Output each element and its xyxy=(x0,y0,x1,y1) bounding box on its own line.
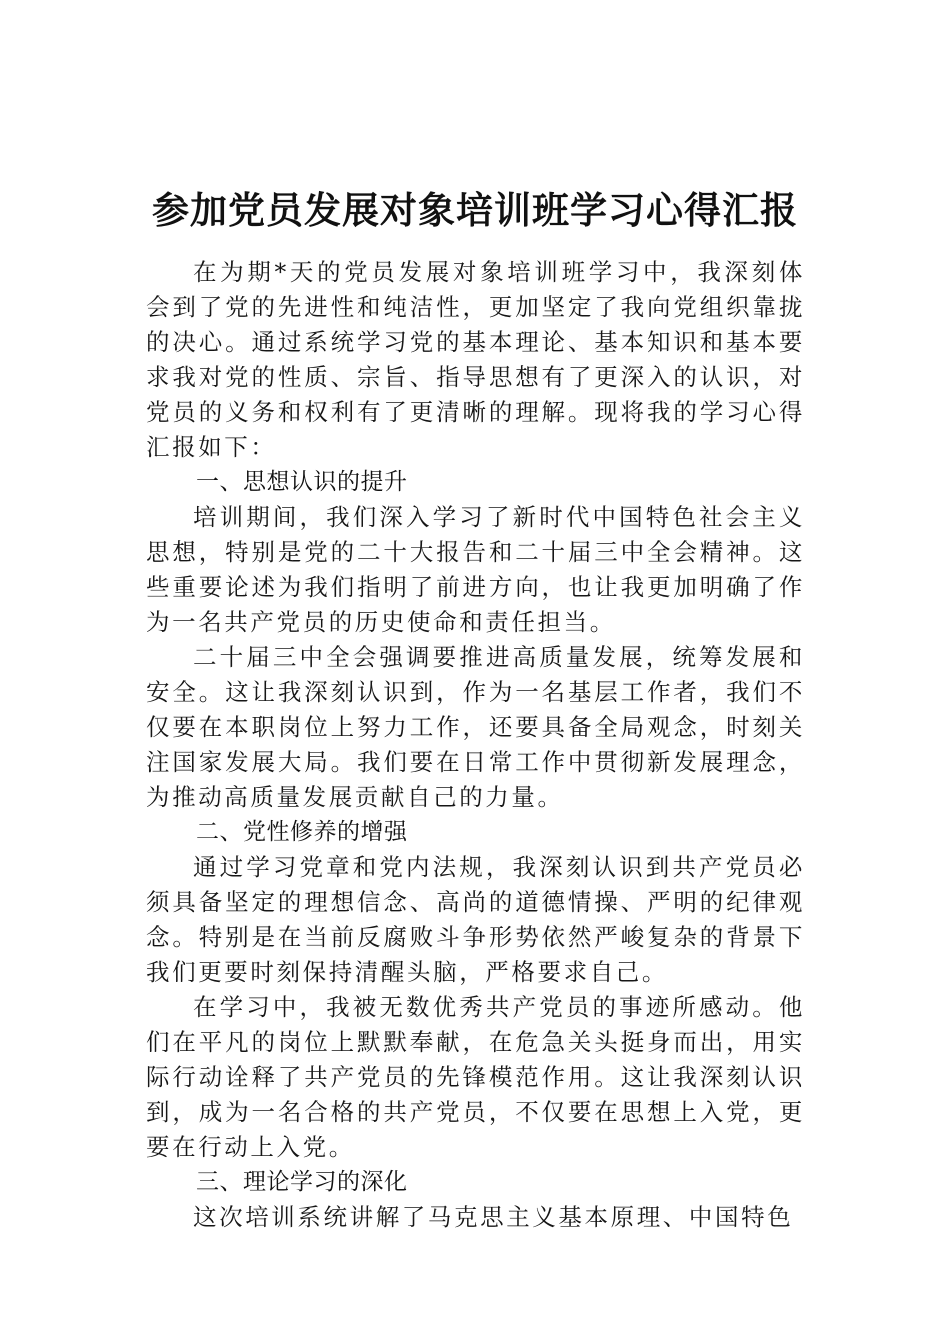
section-3-paragraph-1: 这次培训系统讲解了马克思主义基本原理、中国特色 xyxy=(193,1203,794,1231)
document-body xyxy=(146,255,805,1235)
section-2-paragraph-1: 通过学习党章和党内法规，我深刻认识到共产党员必须具备坚定的理想信念、高尚的道德情操、严明的纪律观念。特别是在当前反腐败斗争形势依然严峻复杂的背景下我们更要时刻保持清醒头脑，严格要求自己。 xyxy=(146,853,805,986)
document-title: 参加党员发展对象培训班学习心得汇报 xyxy=(152,187,798,232)
section-1-paragraph-2: 二十届三中全会强调要推进高质量发展，统筹发展和安全。这让我深刻认识到，作为一名基层工作者，我们不仅要在本职岗位上努力工作，还要具备全局观念，时刻关注国家发展大局。我们要在日常工作中贯彻新发展理念，为推动高质量发展贡献自己的力量。 xyxy=(146,643,805,811)
section-heading-3: 三、理论学习的深化 xyxy=(196,1169,408,1195)
section-1-paragraph-1: 培训期间，我们深入学习了新时代中国特色社会主义思想，特别是党的二十大报告和二十届三中全会精神。这些重要论述为我们指明了前进方向，也让我更加明确了作为一名共产党员的历史使命和责任担当。 xyxy=(146,503,805,636)
section-heading-2: 二、党性修养的增强 xyxy=(196,819,408,845)
intro-paragraph: 在为期*天的党员发展对象培训班学习中，我深刻体会到了党的先进性和纯洁性，更加坚定了我向党组织靠拢的决心。通过系统学习党的基本理论、基本知识和基本要求我对党的性质、宗旨、指导思想有了更深入的认识，对党员的义务和权利有了更清晰的理解。现将我的学习心得汇报如下： xyxy=(146,258,805,461)
section-2-paragraph-2: 在学习中，我被无数优秀共产党员的事迹所感动。他们在平凡的岗位上默默奉献，在危急关头挺身而出，用实际行动诠释了共产党员的先锋模范作用。这让我深刻认识到，成为一名合格的共产党员，不仅要在思想上入党，更要在行动上入党。 xyxy=(146,993,805,1161)
section-heading-1: 一、思想认识的提升 xyxy=(196,469,408,495)
